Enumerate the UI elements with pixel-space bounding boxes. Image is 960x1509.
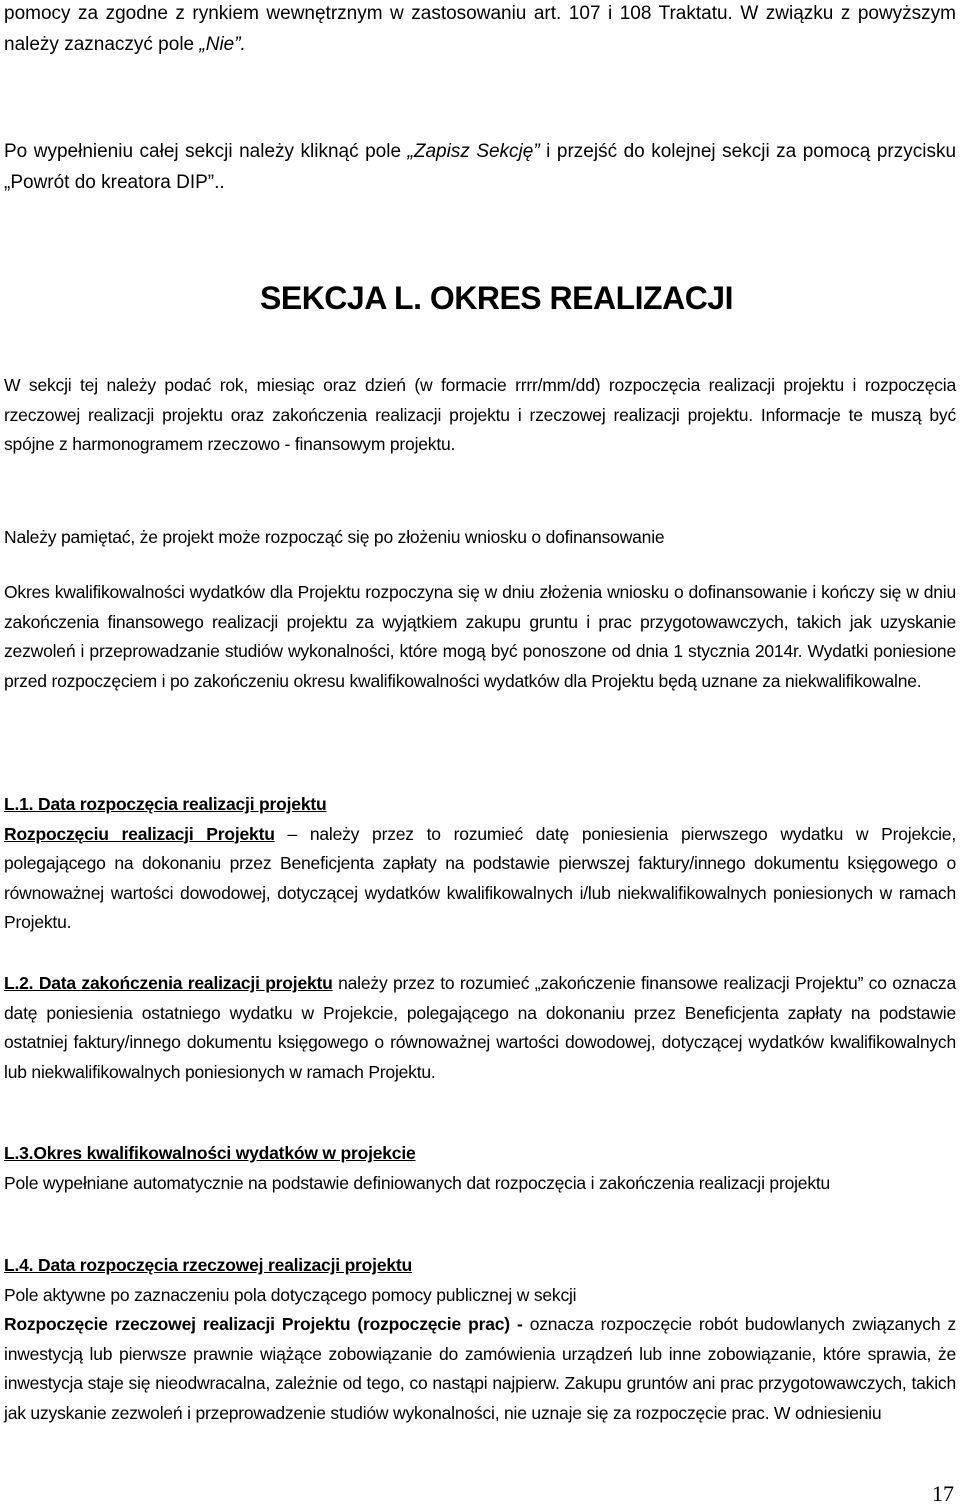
subsection-heading: L.2. Data zakończenia realizacji projektu [4,973,333,993]
subsection-heading: L.4. Data rozpoczęcia rzeczowej realizacji projektu [4,1255,413,1275]
definition-text: – należy przez to rozumieć datę poniesienia pierwszego wydatku w Projekcie, polegającego na dokonaniu przez Beneficjenta zapłaty na podstawie pierwszej faktury/innego dokumentu księgowego o równoważnej wartości dowodowej, dotyczącej wydatków kwalifikowalnych i/lub niekwalifikowalnych poniesionych w ramach Projektu. [4,823,956,932]
definition-text: należy przez to rozumieć „zakończenie finansowe realizacji Projektu” co oznacza datę poniesienia ostatniego wydatku w Projekcie, polegającego na dokonaniu przez Beneficjenta zapłaty na podstawie ostatniej faktury/innego dokumentu księgowego o równoważnej wartości dowodowej, dotyczącej wydatków kwalifikowalnych lub niekwalifikowalnych poniesionych w ramach Projektu. [4,973,956,1082]
subsection-body [4,1310,956,1428]
defined-term: Rozpoczęcie rzeczowej realizacji Projektu (rozpoczęcie prac) - [4,1314,523,1334]
intro-text: pomocy za zgodne z rynkiem wewnętrznym w zastosowaniu art. 107 i 108 Traktatu. W związku z powyższym należy zaznaczyć pole [4,3,956,55]
subsection-heading: L.1. Data rozpoczęcia realizacji projektu [4,794,327,814]
subsection-l1 [4,790,956,938]
section-paragraph-2: Należy pamiętać, że projekt może rozpocząć się po złożeniu wniosku o dofinansowanie [4,527,665,547]
intro-text: Po wypełnieniu całej sekcji należy kliknąć pole [4,141,408,162]
subsection-l4 [4,1251,956,1428]
intro-text: i przejść do kolejnej sekcji za pomocą przycisku „Powrót do kreatora DIP”.. [4,141,957,193]
subsection-l3 [4,1139,956,1198]
page-number: 17 [932,1481,954,1506]
section-paragraph-3: Okres kwalifikowalności wydatków dla Projektu rozpoczyna się w dniu złożenia wniosku o dofinansowanie i kończy się w dniu zakończenia finansowego realizacji projektu za wyjątkiem zakupu gruntu i prac przygotowawczych, takich jak uzyskanie zezwoleń i przeprowadzanie studiów wykonalności, które mogą być ponoszone od dnia 1 stycznia 2014r. Wydatki poniesione przed rozpoczęciem i po zakończeniu okresu kwalifikowalności wydatków dla Projektu będą uznane za niekwalifikowalne. [4,582,956,691]
option-nie: „Nie”. [199,34,246,55]
subsection-body: Pole aktywne po zaznaczeniu pola dotyczącego pomocy publicznej w sekcji [4,1284,577,1305]
subsection-body: Pole wypełniane automatycznie na podstawie definiowanych dat rozpoczęcia i zakończenia realizacji projektu [4,1172,831,1193]
subsection-body [4,820,956,938]
definition-text: oznacza rozpoczęcie robót budowlanych związanych z inwestycją lub pierwsze prawnie wiążące zobowiązanie do zamówienia urządzeń lub inne zobowiązanie, które sprawia, że inwestycja staje się nieodwracalna, zależnie od tego, co nastąpi najpierw. Zakupu gruntów ani prac przygotowawczych, takich jak uzyskanie zezwoleń i przeprowadzenie studiów wykonalności, nie uznaje się za rozpoczęcie prac. W odniesieniu [4,1314,956,1423]
section-paragraph-1: W sekcji tej należy podać rok, miesiąc oraz dzień (w formacie rrrr/mm/dd) rozpoczęcia realizacji projektu i rozpoczęcia rzeczowej realizacji projektu oraz zakończenia realizacji projektu i rzeczowej realizacji projektu. Informacje te muszą być spójne z harmonogramem rzeczowo - finansowym projektu. [4,375,956,454]
field-zapisz-sekcje: „Zapisz Sekcję” [407,141,540,162]
intro-paragraph-2 [4,136,956,198]
subsection-heading: L.3.Okres kwalifikowalności wydatków w projekcie [4,1143,416,1163]
defined-term: Rozpoczęciu realizacji Projektu [4,823,275,844]
subsection-l2 [4,969,956,1087]
section-title: SEKCJA L. OKRES REALIZACJI [260,280,733,316]
intro-paragraph-1 [4,0,956,60]
